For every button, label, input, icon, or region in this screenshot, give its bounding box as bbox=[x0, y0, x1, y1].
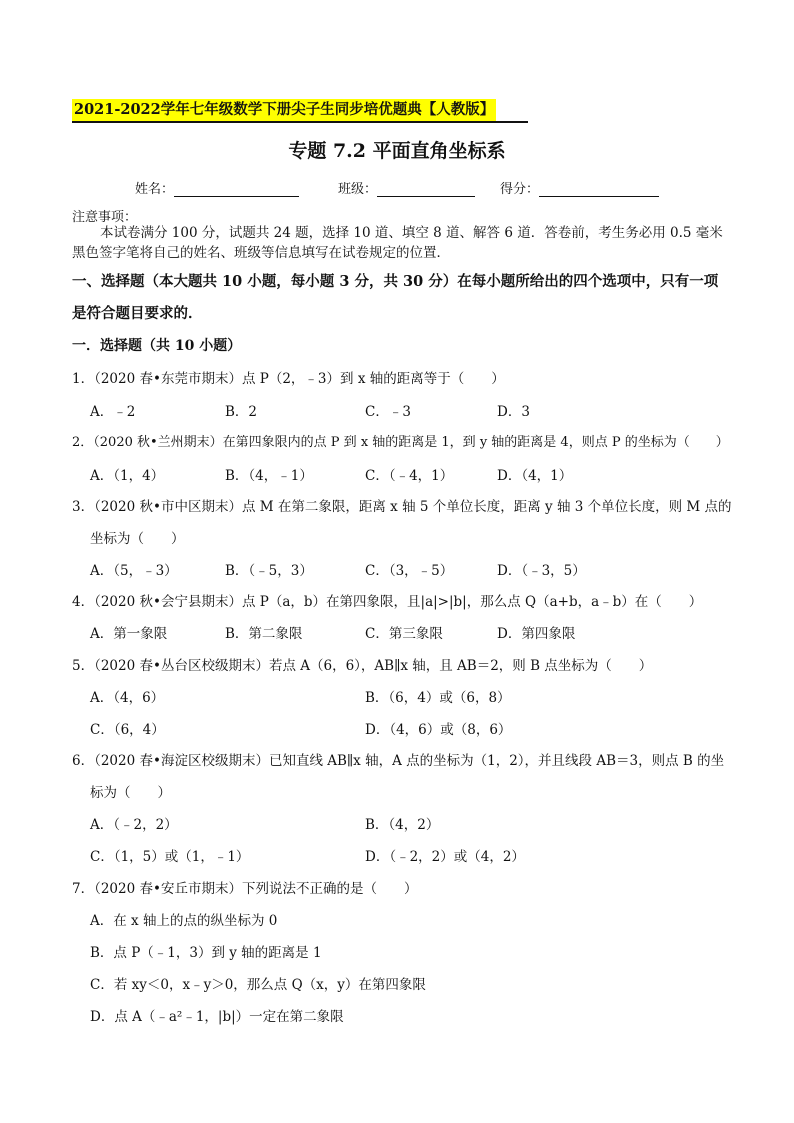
question-stem: 在第四象限内的点 P 到 x 轴的距离是 1，到 y 轴的距离是 4，则点 P 的坐标为（ ） bbox=[222, 435, 729, 450]
question-stem: 点 M 在第二象限，距离 x 轴 5 个单位长度，距离 y 轴 3 个单位长度，则 M 点的 bbox=[241, 499, 732, 515]
option-c[interactable]: C．若 xy＜0，x﹣y＞0，那么点 Q（x，y）在第四象限 bbox=[90, 977, 426, 993]
question-source: （2020 秋•会宁县期末） bbox=[94, 594, 242, 610]
question-source: （2020 春•丛台区校级期末） bbox=[94, 658, 269, 674]
question-stem: 点 P（2，﹣3）到 x 轴的距离等于（ ） bbox=[241, 371, 505, 387]
option-d[interactable]: D．（4，1） bbox=[497, 468, 573, 484]
option-b[interactable]: B．（6，4）或（6，8） bbox=[365, 690, 511, 706]
option-b[interactable]: B．（﹣5，3） bbox=[225, 563, 313, 579]
notice-body: 本试卷满分 100 分，试题共 24 题，选择 10 道、填空 8 道、解答 6 道．答卷前，考生务必用 0.5 毫米黑色签字笔将自己的姓名、班级等信息填写在试卷规定的位置． bbox=[72, 225, 723, 261]
class-label: 班级： bbox=[338, 182, 378, 197]
option-d[interactable]: D．（﹣3，5） bbox=[497, 563, 586, 579]
question-stem: 已知直线 AB∥x 轴，A 点的坐标为（1，2），并且线段 AB＝3，则点 B 的坐 bbox=[268, 753, 725, 769]
name-blank[interactable] bbox=[174, 182, 299, 197]
option-d[interactable]: D．（4，6）或（8，6） bbox=[365, 722, 512, 738]
option-a[interactable]: A．第一象限 bbox=[90, 626, 168, 642]
option-d[interactable]: D．3 bbox=[497, 404, 530, 420]
question-2 bbox=[72, 431, 729, 450]
score-field[interactable] bbox=[500, 178, 659, 197]
option-c[interactable]: C．（6，4） bbox=[90, 722, 165, 738]
option-a[interactable]: A．（﹣2，2） bbox=[90, 817, 178, 833]
option-c[interactable]: C．﹣3 bbox=[365, 404, 411, 420]
question-source: （2020 春•东莞市期末） bbox=[94, 371, 242, 387]
name-label: 姓名： bbox=[135, 182, 175, 197]
option-a[interactable]: A．（4，6） bbox=[90, 690, 165, 706]
question-3 bbox=[72, 495, 732, 515]
document-title: 专题 7.2 平面直角坐标系 bbox=[288, 140, 506, 162]
question-stem: 点 P（a，b）在第四象限，且|a|>|b|，那么点 Q（a+b，a﹣b）在（ ） bbox=[241, 594, 703, 610]
question-4 bbox=[72, 590, 702, 610]
question-6 bbox=[72, 749, 724, 769]
question-7 bbox=[72, 877, 417, 897]
question-source: （2020 春•海淀区校级期末） bbox=[94, 753, 269, 769]
class-blank[interactable] bbox=[377, 182, 475, 197]
option-b[interactable]: B．第二象限 bbox=[225, 626, 303, 642]
question-number: 6． bbox=[72, 753, 95, 769]
option-c[interactable]: C．第三象限 bbox=[365, 626, 443, 642]
option-c[interactable]: C．（3，﹣5） bbox=[365, 563, 454, 579]
question-source: （2020 秋•市中区期末） bbox=[94, 499, 242, 515]
option-a[interactable]: A．（1，4） bbox=[90, 468, 165, 484]
question-source: （2020 秋•兰州期末） bbox=[93, 435, 223, 450]
question-number: 3． bbox=[72, 499, 95, 515]
header-banner: 2021-2022学年七年级数学下册尖子生同步培优题典【人教版】 bbox=[72, 99, 496, 121]
question-source: （2020 春•安丘市期末） bbox=[94, 881, 242, 897]
section-heading: 一、选择题（本大题共 10 小题，每小题 3 分，共 30 分）在每小题所给出的四个选项中，只有一项是符合题目要求的． bbox=[72, 273, 719, 322]
name-field[interactable] bbox=[135, 178, 299, 197]
option-b[interactable]: B．点 P（﹣1，3）到 y 轴的距离是 1 bbox=[90, 945, 322, 961]
option-b[interactable]: B．（4，2） bbox=[365, 817, 440, 833]
question-1 bbox=[72, 367, 505, 387]
score-blank[interactable] bbox=[539, 182, 659, 197]
option-d[interactable]: D．（﹣2，2）或（4，2） bbox=[365, 849, 525, 865]
option-b[interactable]: B．2 bbox=[225, 404, 258, 420]
question-number: 4． bbox=[72, 594, 95, 610]
option-d[interactable]: D．第四象限 bbox=[497, 626, 576, 642]
question-number: 7． bbox=[72, 881, 95, 897]
question-5 bbox=[72, 654, 652, 674]
question-stem: 若点 A（6，6），AB∥x 轴，且 AB＝2，则 B 点坐标为（ ） bbox=[268, 658, 653, 674]
notice-label: 注意事项： bbox=[72, 210, 138, 225]
option-a[interactable]: A．（5，﹣3） bbox=[90, 563, 178, 579]
option-a[interactable]: A．在 x 轴上的点的纵坐标为 0 bbox=[90, 913, 278, 929]
question-stem-continued: 标为（ ） bbox=[90, 785, 171, 801]
score-label: 得分： bbox=[500, 182, 540, 197]
question-stem: 下列说法不正确的是（ ） bbox=[241, 881, 418, 897]
class-field[interactable] bbox=[338, 178, 475, 197]
subsection-heading: 一．选择题（共 10 小题） bbox=[72, 338, 242, 354]
option-c[interactable]: C．（﹣4，1） bbox=[365, 468, 454, 484]
header-underline bbox=[72, 121, 528, 123]
question-stem-continued: 坐标为（ ） bbox=[90, 531, 185, 547]
option-a[interactable]: A．﹣2 bbox=[90, 404, 136, 420]
question-number: 2． bbox=[72, 435, 94, 450]
option-d[interactable]: D．点 A（﹣a²﹣1，|b|）一定在第二象限 bbox=[90, 1009, 344, 1025]
question-number: 1． bbox=[72, 371, 95, 387]
option-c[interactable]: C．（1，5）或（1，﹣1） bbox=[90, 849, 250, 865]
option-b[interactable]: B．（4，﹣1） bbox=[225, 468, 313, 484]
question-number: 5． bbox=[72, 658, 95, 674]
